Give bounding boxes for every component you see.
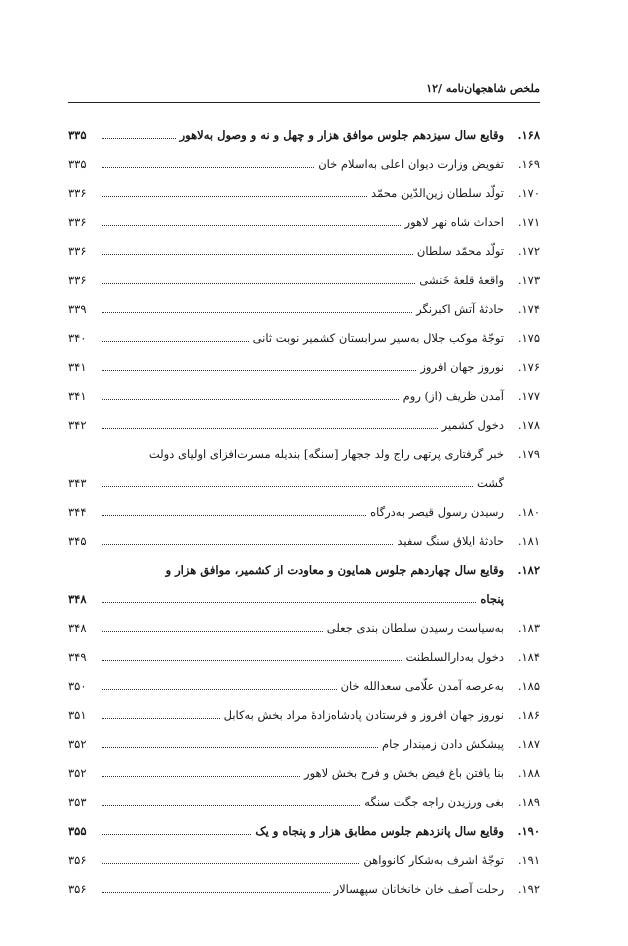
toc-entry-title: توجّهٔ اشرف به‌شکار کانوواهن <box>363 853 504 867</box>
toc-entry-title: پیشکش دادن زمیندار جام <box>382 737 504 751</box>
toc-entry-page: ۳۴۱ <box>68 360 87 374</box>
toc-entry <box>68 759 540 788</box>
toc-entry-number: ۱۷۳. <box>517 273 540 287</box>
toc-entry-number: ۱۸۸. <box>517 766 540 780</box>
toc-entry-title: وقایع سال سیزدهم جلوس موافق هزار و چهل و نه و وصول به‌لاهور <box>179 128 504 142</box>
toc-entry-title: بنا یافتن باغ فیض بخش و فرح بخش لاهور <box>304 766 504 780</box>
running-header <box>68 80 540 103</box>
toc-entry <box>68 527 540 556</box>
toc-entry-page: ۳۴۱ <box>68 389 87 403</box>
toc-entry-page: ۳۴۲ <box>68 418 87 432</box>
toc-entry-row <box>68 179 504 208</box>
toc-entry-number: ۱۷۵. <box>517 331 540 345</box>
toc-entry-page: ۳۳۶ <box>68 186 87 200</box>
dot-leader <box>102 370 416 371</box>
toc-entry-page: ۳۵۱ <box>68 708 87 722</box>
toc-entry-number: ۱۸۹. <box>517 795 540 809</box>
dot-leader <box>102 805 360 806</box>
toc-entry-row <box>68 353 504 382</box>
toc-entry-page: ۳۵۰ <box>68 679 87 693</box>
toc-entry <box>68 324 540 353</box>
toc-entry-title: دخول به‌دارالسلطنت <box>405 650 504 664</box>
toc-entry-row <box>68 701 504 730</box>
toc-entry <box>68 353 540 382</box>
dot-leader <box>102 225 401 226</box>
dot-leader <box>102 834 251 835</box>
toc-entry-title: تولّد سلطان زین‌الدّین محمّد <box>371 186 504 200</box>
toc-entry-row <box>68 411 504 440</box>
toc-entry-row <box>68 672 504 701</box>
toc-entry-number: ۱۷۷. <box>517 389 540 403</box>
dot-leader <box>102 341 249 342</box>
toc-entry-number: ۱۸۵. <box>517 679 540 693</box>
toc-entry-title: نوروز جهان افروز و فرستادن پادشاه‌زادهٔ مراد بخش به‌کابل <box>223 708 504 722</box>
toc-entry-title-line1: وقایع سال چهاردهم جلوس همایون و معاودت از کشمیر، موافق هزار و <box>165 563 504 577</box>
toc-entry-number: ۱۸۴. <box>517 650 540 664</box>
toc-entry-row <box>68 730 504 759</box>
toc-entry <box>68 672 540 701</box>
toc-entry-page: ۳۳۶ <box>68 273 87 287</box>
toc-entry <box>68 643 540 672</box>
toc-entry-row <box>68 382 504 411</box>
toc-entry-number: ۱۸۰. <box>517 505 540 519</box>
toc-entry-page: ۳۳۶ <box>68 215 87 229</box>
toc-entry-title: توجّهٔ موکب جلال به‌سیر سرابستان کشمیر نوبت ثانی <box>252 331 504 345</box>
dot-leader <box>102 602 476 603</box>
toc-entry-page: ۳۳۵ <box>68 157 87 171</box>
toc-entry-title: دخول کشمیر <box>441 418 504 432</box>
dot-leader <box>102 747 378 748</box>
toc-entry-title: تفویض وزارت دیوان اعلی به‌اسلام خان <box>318 157 504 171</box>
toc-entry <box>68 556 540 614</box>
toc-entry-row <box>68 150 504 179</box>
table-of-contents <box>68 121 540 904</box>
dot-leader <box>102 776 300 777</box>
toc-entry-row <box>68 788 504 817</box>
toc-entry-title: گشت <box>476 476 504 490</box>
toc-entry <box>68 788 540 817</box>
dot-leader <box>102 138 176 139</box>
toc-entry-title: تولّد محمّد سلطان <box>416 244 504 258</box>
toc-entry <box>68 237 540 266</box>
toc-entry-page: ۳۵۶ <box>68 853 87 867</box>
toc-entry-row <box>68 208 504 237</box>
running-header-title: ملخص شاهجهان‌نامه /۱۲ <box>426 82 540 95</box>
toc-entry-title: رسیدن رسول قیصر به‌درگاه <box>370 505 504 519</box>
dot-leader <box>102 660 402 661</box>
toc-entry-page: ۳۴۸ <box>68 592 87 606</box>
toc-entry-row <box>68 527 504 556</box>
toc-entry-title: حادثهٔ ایلاق سنگ سفید <box>397 534 504 548</box>
toc-entry-row <box>68 846 504 875</box>
toc-entry-row <box>68 266 504 295</box>
toc-entry-number: ۱۸۷. <box>517 737 540 751</box>
toc-entry-page: ۳۵۵ <box>68 824 87 838</box>
toc-entry <box>68 208 540 237</box>
toc-entry-number: ۱۷۰. <box>517 186 540 200</box>
dot-leader <box>102 486 473 487</box>
toc-entry <box>68 382 540 411</box>
toc-entry-row <box>68 759 504 788</box>
toc-entry-number: ۱۷۸. <box>517 418 540 432</box>
toc-entry-row <box>68 295 504 324</box>
toc-entry-row <box>68 237 504 266</box>
toc-entry-number: ۱۷۶. <box>517 360 540 374</box>
toc-entry <box>68 295 540 324</box>
toc-entry-page: ۳۴۵ <box>68 534 87 548</box>
dot-leader <box>102 892 330 893</box>
toc-entry-title: حادثهٔ آتش اکبرنگر <box>416 302 504 316</box>
toc-entry-row <box>68 817 504 846</box>
toc-entry-number: ۱۸۳. <box>517 621 540 635</box>
toc-entry-title: پنجاه <box>480 592 504 606</box>
toc-entry-page: ۳۵۲ <box>68 766 87 780</box>
toc-entry-title: به‌عرصه آمدن علّامی سعدالله خان <box>340 679 504 693</box>
toc-entry <box>68 701 540 730</box>
dot-leader <box>102 718 220 719</box>
toc-entry <box>68 498 540 527</box>
toc-entry-title: آمدن ظریف (از) روم <box>402 389 504 403</box>
toc-entry-number: ۱۸۱. <box>517 534 540 548</box>
toc-entry-page: ۳۵۲ <box>68 737 87 751</box>
dot-leader <box>102 863 359 864</box>
toc-entry-number: ۱۶۸. <box>517 128 540 142</box>
toc-entry-title: رحلت آصف خان خانخانان سپهسالار <box>333 882 504 896</box>
toc-entry-row <box>68 498 504 527</box>
toc-entry-row <box>68 643 504 672</box>
toc-entry-number: ۱۷۱. <box>517 215 540 229</box>
toc-entry-page: ۳۵۶ <box>68 882 87 896</box>
toc-entry-number: ۱۶۹. <box>517 157 540 171</box>
toc-entry-page: ۳۴۴ <box>68 505 87 519</box>
toc-entry-number: ۱۹۱. <box>517 853 540 867</box>
toc-entry-row <box>68 469 504 498</box>
toc-entry-page: ۳۵۳ <box>68 795 87 809</box>
dot-leader <box>102 254 413 255</box>
dot-leader <box>102 544 393 545</box>
toc-entry <box>68 179 540 208</box>
toc-entry <box>68 614 540 643</box>
toc-entry-number: ۱۸۲. <box>517 563 540 577</box>
toc-entry-number: ۱۷۴. <box>517 302 540 316</box>
toc-entry-row <box>68 121 504 150</box>
toc-entry-page: ۳۳۹ <box>68 302 87 316</box>
toc-entry <box>68 846 540 875</box>
toc-entry-row <box>68 585 504 614</box>
toc-entry-title: احداث شاه نهر لاهور <box>404 215 504 229</box>
dot-leader <box>102 399 399 400</box>
dot-leader <box>102 196 367 197</box>
toc-entry-title: واقعهٔ قلعهٔ خَنشی <box>419 273 504 287</box>
toc-entry-page: ۳۴۰ <box>68 331 87 345</box>
toc-entry-page: ۳۴۸ <box>68 621 87 635</box>
toc-entry-number: ۱۷۹. <box>517 447 540 461</box>
toc-entry-row <box>68 324 504 353</box>
dot-leader <box>102 312 412 313</box>
toc-entry-page: ۳۳۵ <box>68 128 87 142</box>
toc-entry-page: ۳۳۶ <box>68 244 87 258</box>
dot-leader <box>102 167 314 168</box>
toc-entry <box>68 875 540 904</box>
dot-leader <box>102 428 438 429</box>
toc-entry-page: ۳۴۳ <box>68 476 87 490</box>
dot-leader <box>102 689 337 690</box>
toc-entry-title: نوروز جهان افروز <box>420 360 504 374</box>
toc-entry-number: ۱۹۰. <box>517 824 540 838</box>
toc-entry <box>68 150 540 179</box>
toc-entry <box>68 266 540 295</box>
toc-entry-title-line1: خبر گرفتاری پرتهی راج ولد ججهار [سنگه] بندیله مسرت‌افزای اولیای دولت <box>148 447 504 461</box>
toc-entry-title: بغی ورزیدن راجه جگت سنگه <box>364 795 504 809</box>
toc-entry-page: ۳۴۹ <box>68 650 87 664</box>
dot-leader <box>102 283 415 284</box>
dot-leader <box>102 631 323 632</box>
toc-entry-number: ۱۹۲. <box>517 882 540 896</box>
dot-leader <box>102 515 366 516</box>
toc-entry <box>68 817 540 846</box>
toc-entry-row <box>68 614 504 643</box>
toc-entry <box>68 411 540 440</box>
toc-entry-title: به‌سیاست رسیدن سلطان بندی جعلی <box>326 621 504 635</box>
toc-entry <box>68 440 540 498</box>
toc-entry-title: وقایع سال پانزدهم جلوس مطابق هزار و پنجاه و یک <box>255 824 504 838</box>
toc-entry <box>68 730 540 759</box>
toc-entry-number: ۱۷۲. <box>517 244 540 258</box>
toc-entry-number: ۱۸۶. <box>517 708 540 722</box>
toc-entry-row <box>68 875 504 904</box>
toc-entry <box>68 121 540 150</box>
